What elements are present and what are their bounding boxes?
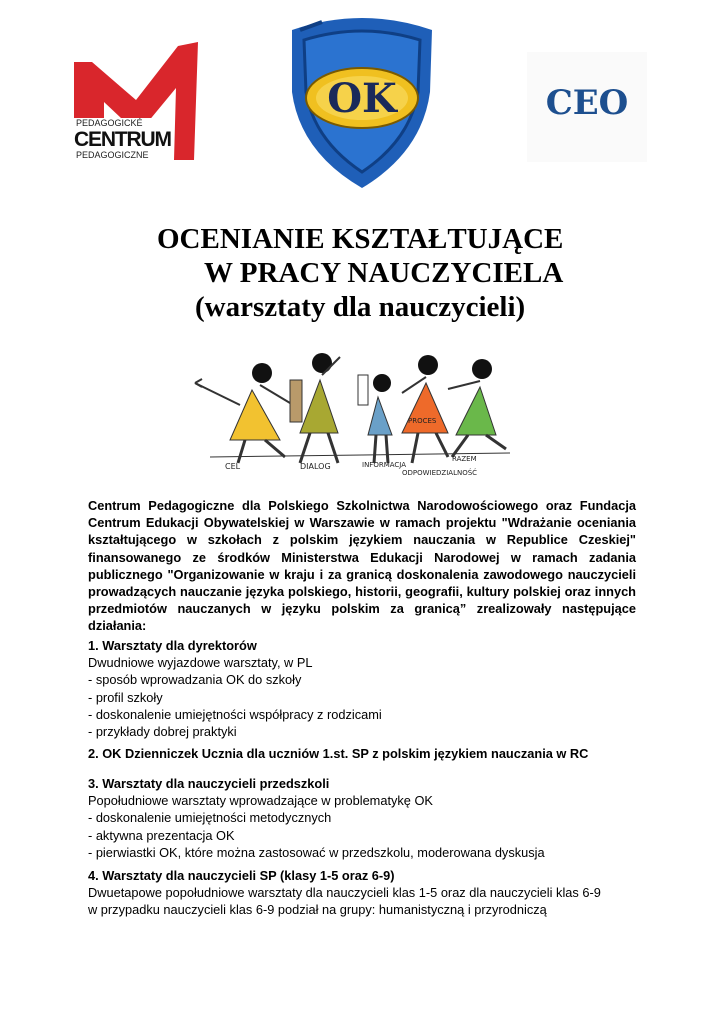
intro-paragraph: Centrum Pedagogiczne dla Polskiego Szkolnictwa Narodowościowego oraz Fundacja Centrum Edukacji Obywatelskiej w Warszawie w ramach projektu "Wdrażanie oceniania kształtującego w szkołach z polskim językiem nauczania w Republice Czeskiej" finansowanego ze środków Ministerstwa Edukacji Narodowej w ramach zadania publicznego "Organizowanie w kraju i za granicą doskonalenia zawodowego nauczycieli prowadzących nauczanie języka polskiego, historii, geografii, kultury polskiej oraz innych przedmiotów nauczanych w języku polskim za granicą” zrealizowały następujące działania:	[88, 498, 636, 634]
title-line-3: (warsztaty dla nauczycieli)	[195, 291, 526, 323]
illustration-label-razem: RAZEM	[452, 455, 477, 463]
illustration-label-cel: CEL	[225, 462, 241, 471]
list-item: - doskonalenie umiejętności metodycznych	[88, 810, 332, 826]
section-2-heading: 2. OK Dzienniczek Ucznia dla uczniów 1.st. SP z polskim językiem nauczania w RC	[88, 746, 589, 761]
list-item: - doskonalenie umiejętności współpracy z rodzicami	[88, 706, 382, 722]
section-3-heading: 3. Warsztaty dla nauczycieli przedszkoli	[88, 776, 330, 791]
section-1-line-1: Dwudniowe wyjazdowe warsztaty, w PL	[88, 655, 313, 671]
figure-yellow	[195, 363, 290, 463]
centrum-pedagogiczne-logo	[74, 42, 198, 160]
figure-orange	[402, 355, 448, 463]
section-1	[88, 637, 648, 740]
ok-logo-text: OK	[327, 75, 397, 122]
ceo-logo	[527, 52, 647, 162]
section-2	[88, 745, 648, 762]
figure-green	[448, 359, 506, 457]
ok-figures-illustration	[190, 345, 535, 480]
list-item: - aktywna prezentacja OK	[88, 827, 235, 843]
illustration-label-odpowiedzialnosc: ODPOWIEDZIALNOŚĆ	[402, 469, 478, 477]
illustration-label-proces: PROCES	[408, 417, 437, 425]
figure-blue	[358, 374, 392, 463]
section-3-line-1: Popołudniowe warsztaty wprowadzające w problematykę OK	[88, 793, 433, 809]
cp-logo-line3: PEDAGOGICZNE	[76, 150, 149, 160]
section-1-heading: 1. Warsztaty dla dyrektorów	[88, 638, 257, 653]
list-item: - przykłady dobrej praktyki	[88, 724, 237, 740]
section-1-list	[88, 671, 648, 740]
cp-logo-line1: PEDAGOGICKÉ	[76, 118, 143, 128]
section-4-line-1: Dwuetapowe popołudniowe warsztaty dla nauczycieli klas 1-5 oraz dla nauczycieli klas 6-9	[88, 885, 601, 901]
list-item: - profil szkoły	[88, 689, 163, 705]
ok-shield-logo	[282, 12, 440, 190]
section-3	[88, 775, 648, 861]
cp-logo-line2: CENTRUM	[74, 128, 172, 151]
ceo-logo-text: CEO	[545, 83, 629, 123]
illustration-label-informacja: INFORMACJA	[362, 461, 407, 469]
title-line-2: W PRACY NAUCZYCIELA	[204, 257, 564, 289]
illustration-label-dialog: DIALOG	[300, 462, 331, 471]
figure-olive	[290, 353, 340, 463]
section-4-line-2: w przypadku nauczycieli klas 6-9 podział na grupy: humanistyczną i przyrodniczą	[88, 902, 547, 918]
section-3-list	[88, 809, 648, 861]
list-item: - sposób wprowadzania OK do szkoły	[88, 672, 302, 688]
section-4	[88, 867, 648, 919]
list-item: - pierwiastki OK, które można zastosować w przedszkolu, moderowana dyskusja	[88, 844, 545, 860]
section-4-heading: 4. Warsztaty dla nauczycieli SP (klasy 1-5 oraz 6-9)	[88, 868, 395, 883]
title-line-1: OCENIANIE KSZTAŁTUJĄCE	[157, 223, 564, 255]
